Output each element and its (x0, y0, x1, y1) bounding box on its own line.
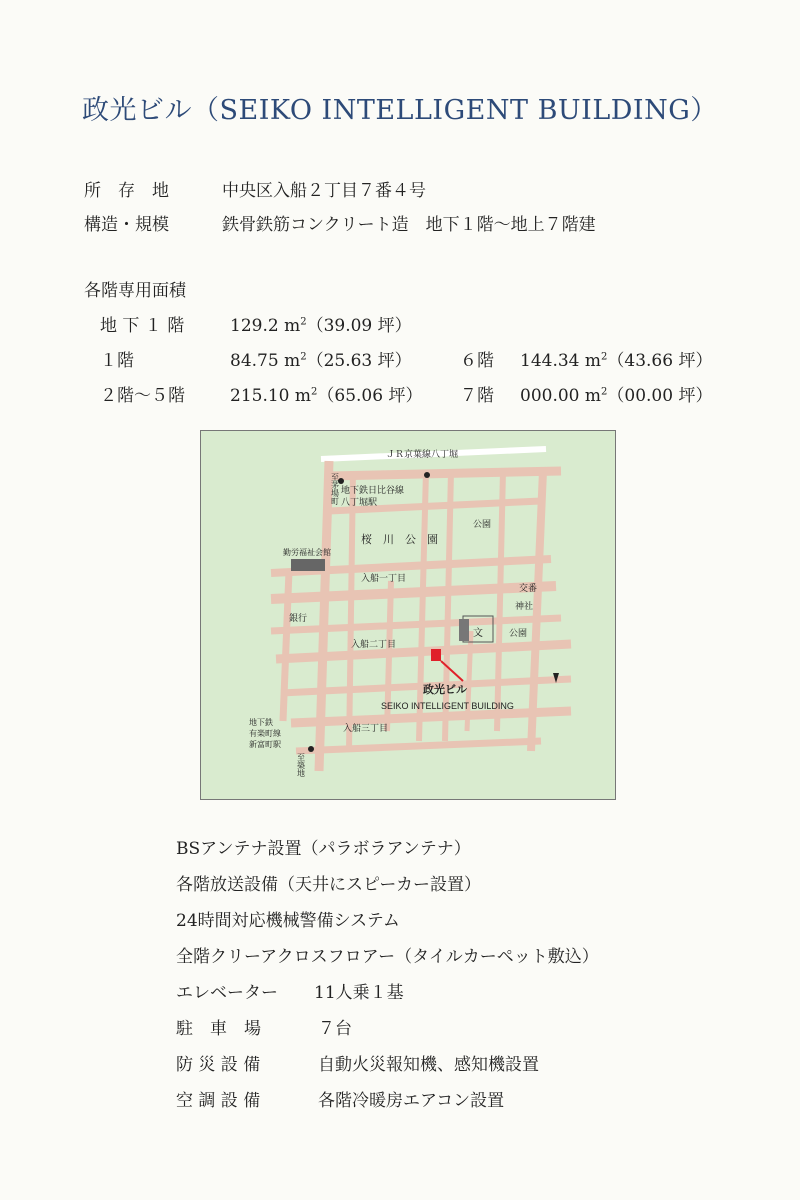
page-title: 政光ビル（SEIKO INTELLIGENT BUILDING） (82, 95, 718, 126)
map-label-irifune3: 入船三丁目 (343, 723, 389, 733)
sup: 2 (300, 316, 307, 328)
road-h1 (329, 471, 561, 476)
area-f7-tsubo: （00.00 坪） (607, 386, 713, 406)
road-h4 (271, 586, 556, 599)
area-f6-tsubo: （43.66 坪） (607, 351, 713, 371)
map-label-to-tsukiji: 至築地 (296, 753, 306, 777)
map-label-koen2: 公園 (509, 628, 528, 638)
map-svg (201, 431, 617, 801)
sup: 2 (601, 351, 608, 363)
area-f1-number: 84.75 m (230, 351, 301, 371)
sup: 2 (601, 386, 608, 398)
area-f7-value (520, 381, 712, 406)
area-f1-label: １階 (100, 351, 134, 371)
feature-parking (176, 1014, 352, 1039)
area-f7-number: 000.00 m (520, 386, 602, 406)
station-marker-shintomicho (308, 746, 314, 752)
elevator-value: 11人乗１基 (314, 983, 404, 1003)
sup: 2 (300, 351, 307, 363)
road-h9 (296, 741, 541, 751)
area-b1-value (230, 311, 412, 336)
area-f2-5-label: ２階〜５階 (100, 386, 185, 406)
area-f7 (460, 381, 720, 406)
area-f2-5-value (230, 381, 422, 406)
area-b1 (100, 311, 412, 336)
feature-aircon (176, 1086, 505, 1111)
labor-hall-block (291, 559, 325, 571)
map-label-shintomicho: 新富町駅 (249, 740, 281, 749)
map-label-koen1: 公園 (473, 519, 492, 529)
map-label-building-en: SEIKO INTELLIGENT BUILDING (381, 701, 514, 711)
sup: 2 (311, 386, 318, 398)
map-label-labor-hall: 勤労福祉会館 (283, 548, 331, 557)
map-label-hatchobori: 八丁堀駅 (341, 497, 378, 507)
area-f2-5-tsubo: （65.06 坪） (317, 386, 423, 406)
location-value: 中央区入船２丁目７番４号 (222, 181, 426, 201)
map-label-building-jp: 政光ビル (423, 684, 467, 696)
map-label-school: 文 (473, 628, 483, 639)
location-label: 所 存 地 (84, 181, 169, 201)
elevator-label: エレベーター (176, 983, 278, 1003)
area-b1-label: 地 下 １ 階 (100, 316, 185, 336)
area-f6-label: ６階 (460, 351, 494, 371)
area-f7-label: ７階 (460, 386, 494, 406)
map-label-kayabacho (331, 473, 340, 505)
area-f2-5 (100, 381, 423, 406)
parking-value: ７台 (318, 1019, 352, 1039)
map-label-subway: 地下鉄 (249, 718, 273, 727)
area-f1-tsubo: （25.63 坪） (306, 351, 412, 371)
areas-heading: 各階専用面積 (84, 281, 186, 301)
map-label-bank: 銀行 (289, 613, 308, 623)
area-f6-number: 144.34 m (520, 351, 602, 371)
map-label-sakuragawa: 桜 川 公 園 (361, 534, 438, 546)
location-map (200, 430, 616, 800)
map-label-to-kayabacho: 至茅場町 (330, 473, 340, 505)
feature-fire (176, 1050, 539, 1075)
feature-broadcast: 各階放送設備（天井にスピーカー設置） (176, 875, 481, 895)
feature-bs: BSアンテナ設置（パラボラアンテナ） (176, 839, 471, 859)
feature-elevator (176, 978, 404, 1003)
area-b1-tsubo: （39.09 坪） (306, 316, 412, 336)
area-f2-5-number: 215.10 m (230, 386, 312, 406)
building-marker (431, 649, 441, 661)
fire-value: 自動火災報知機、感知機設置 (318, 1055, 539, 1075)
location-row (84, 176, 426, 201)
area-f6 (460, 346, 720, 371)
road-v3 (349, 471, 353, 751)
map-label-koban: 交番 (519, 583, 538, 593)
shrine-block (459, 619, 469, 641)
road-v6 (497, 471, 503, 731)
area-f1 (100, 346, 412, 371)
fire-label: 防 災 設 備 (176, 1055, 261, 1075)
map-label-hibiya: 地下鉄日比谷線 (341, 485, 405, 495)
structure-label: 構造・規模 (84, 215, 169, 235)
parking-label: 駐 車 場 (176, 1019, 261, 1039)
aircon-label: 空 調 設 備 (176, 1091, 261, 1111)
aircon-value: 各階冷暖房エアコン設置 (318, 1091, 505, 1111)
map-label-tsukiji (297, 753, 306, 777)
map-label-irifune1: 入船一丁目 (361, 573, 407, 583)
station-marker-hatchobori (424, 472, 430, 478)
structure-value: 鉄骨鉄筋コンクリート造 地下１階〜地上７階建 (222, 215, 596, 235)
map-label-jr: ＪＲ京葉線八丁堀 (386, 449, 459, 459)
map-label-irifune2: 入船二丁目 (351, 639, 397, 649)
area-b1-number: 129.2 m (230, 316, 301, 336)
map-label-shrine: 神社 (515, 601, 534, 611)
map-label-yurakucho: 有楽町線 (249, 729, 281, 738)
area-f6-value (520, 346, 712, 371)
feature-floor: 全階クリーアクロスフロアー（タイルカーペット敷込） (176, 947, 599, 967)
structure-row (84, 210, 596, 235)
area-f1-value (230, 346, 412, 371)
feature-security: 24時間対応機械警備システム (176, 911, 400, 931)
